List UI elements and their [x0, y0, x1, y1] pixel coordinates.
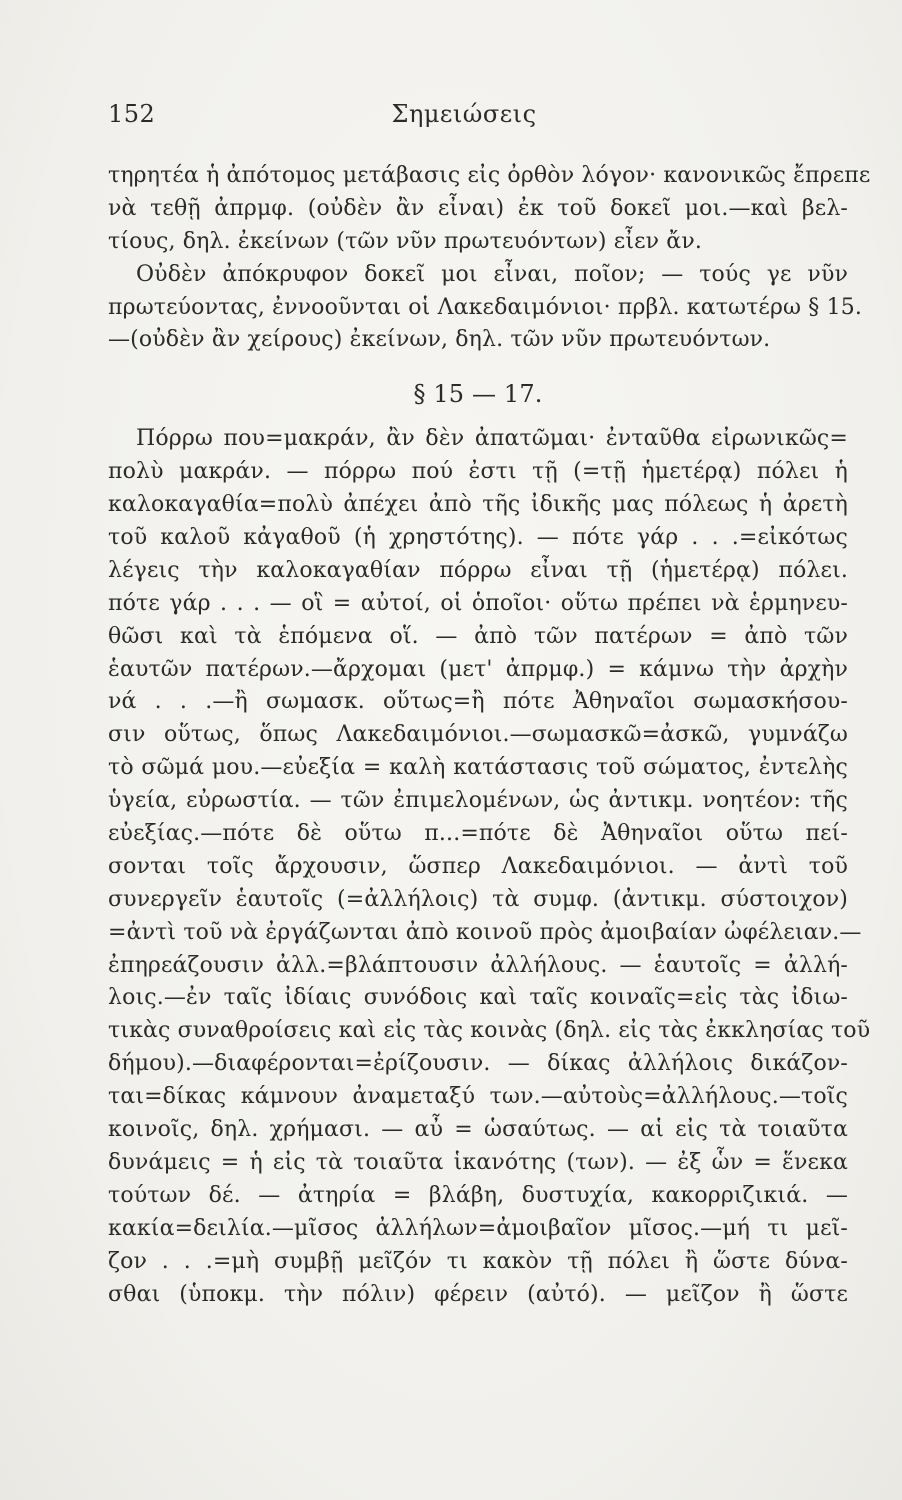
text-line: Πόρρω που=μακράν, ἂν δὲν ἀπατῶμαι· ἐνταῦθα εἰρωνικῶς= — [136, 426, 848, 452]
text-line: ται=δίκας κάμνουν ἀναμεταξύ των.—αὐτοὺς=ἀλλήλους.—τοῖς — [108, 1084, 848, 1110]
text-line: σθαι (ὑποκμ. τὴν πόλιν) φέρειν (αὐτό). — μεῖζον ἢ ὥστε — [108, 1281, 848, 1307]
text-line: σιν οὕτως, ὅπως Λακεδαιμόνιοι.—σωμασκῶ=ἀσκῶ, γυμνάζω — [108, 722, 848, 748]
text-line: καλοκαγαθία=πολὺ ἀπέχει ἀπὸ τῆς ἰδικῆς μας πόλεως ἡ ἀρετὴ — [108, 492, 848, 518]
paragraph-1 — [108, 160, 871, 259]
text-line: συνεργεῖν ἑαυτοῖς (=ἀλλήλοις) τὰ συμφ. (ἀντικμ. σύστοιχον) — [108, 886, 848, 912]
text-line: πολὺ μακράν. — πόρρω πού ἐστι τῇ (=τῇ ἡμετέρᾳ) πόλει ἡ — [108, 459, 848, 485]
text-line: ἐπηρεάζουσιν ἀλλ.=βλάπτουσιν ἀλλήλους. — ἑαυτοῖς = ἀλλή- — [108, 952, 848, 978]
text-line: θῶσι καὶ τὰ ἑπόμενα οἵ. — ἀπὸ τῶν πατέρων = ἀπὸ τῶν — [108, 623, 848, 649]
running-title: Σημειώσεις — [391, 100, 537, 128]
text-line: τούτων δέ. — ἀτηρία = βλάβη, δυστυχία, κακορριζικιά. — — [108, 1182, 848, 1208]
text-line: Οὐδὲν ἀπόκρυφον δοκεῖ μοι εἶναι, ποῖον; — τούς γε νῦν — [136, 261, 848, 287]
text-line: τοῦ καλοῦ κἀγαθοῦ (ἡ χρηστότης). — πότε γάρ . . .=εἰκότως — [108, 525, 848, 551]
text-line: πότε γάρ . . . — οἳ = αὐτοί, οἱ ὁποῖοι· οὕτω πρέπει νὰ ἑρμηνευ- — [108, 590, 848, 616]
paragraph-3 — [108, 423, 871, 1311]
text-line: κοινοῖς, δηλ. χρήμασι. — αὖ = ὡσαύτως. — αἱ εἰς τὰ τοιαῦτα — [108, 1117, 848, 1143]
text-line: τὸ σῶμά μου.—εὐεξία = καλὴ κατάστασις τοῦ σώματος, ἐντελὴς — [108, 755, 848, 781]
text-line: κακία=δειλία.—μῖσος ἀλλήλων=ἀμοιβαῖον μῖσος.—μή τι μεῖ- — [108, 1215, 848, 1241]
text-line: δήμου).—διαφέρονται=ἐρίζουσιν. — δίκας ἀλλήλοις δικάζον- — [108, 1051, 848, 1077]
text-line: λοις.—ἐν ταῖς ἰδίαις συνόδοις καὶ ταῖς κοιναῖς=εἰς τὰς ἰδιω- — [108, 985, 848, 1011]
section-heading: § 15 — 17. — [413, 380, 543, 409]
text-line: ζον . . .=μὴ συμβῇ μεῖζόν τι κακὸν τῇ πόλει ἢ ὥστε δύνα- — [108, 1248, 848, 1274]
text-line: τικὰς συναθροίσεις καὶ εἰς τὰς κοινὰς (δηλ. εἰς τὰς ἐκκλησίας τοῦ — [108, 1018, 871, 1044]
paragraph-2 — [108, 259, 863, 358]
text-line: νὰ τεθῇ ἀπρμφ. (οὐδὲν ἂν εἶναι) ἐκ τοῦ δοκεῖ μοι.—καὶ βελ- — [108, 195, 848, 221]
text-line: σονται τοῖς ἄρχουσιν, ὥσπερ Λακεδαιμόνιοι. — ἀντὶ τοῦ — [108, 853, 848, 879]
text-line: τηρητέα ἡ ἀπότομος μετάβασις εἰς ὀρθὸν λόγον· κανονικῶς ἔπρεπε — [108, 163, 871, 188]
text-line: πρωτεύοντας, ἐννοοῦνται οἱ Λακεδαιμόνιοι· πρβλ. κατωτέρω § 15. — [108, 294, 863, 320]
text-line: τίους, δηλ. ἐκείνων (τῶν νῦν πρωτευόντων) εἶεν ἄν. — [108, 228, 702, 254]
text-line: νά . . .—ἢ σωμασκ. οὕτως=ἢ πότε Ἀθηναῖοι σωμασκήσου- — [108, 689, 848, 715]
notes-body — [108, 160, 871, 1311]
page-header — [108, 100, 820, 140]
text-line: ὑγεία, εὐρωστία. — τῶν ἐπιμελομένων, ὡς ἀντικμ. νοητέον: τῆς — [108, 788, 848, 814]
text-line: —(οὐδὲν ἂν χείρους) ἐκείνων, δηλ. τῶν νῦν πρωτευόντων. — [108, 327, 771, 353]
text-line: δυνάμεις = ἡ εἰς τὰ τοιαῦτα ἱκανότης (των). — ἐξ ὧν = ἕνεκα — [108, 1149, 848, 1175]
page-number: 152 — [108, 100, 156, 128]
text-line: λέγεις τὴν καλοκαγαθίαν πόρρω εἶναι τῇ (ἡμετέρᾳ) πόλει. — [108, 557, 848, 583]
text-line: =ἀντὶ τοῦ νὰ ἐργάζωνται ἀπὸ κοινοῦ πρὸς ἀμοιβαίαν ὠφέλειαν.— — [108, 919, 862, 945]
text-line: ἑαυτῶν πατέρων.—ἄρχομαι (μετ' ἀπρμφ.) = κάμνω τὴν ἀρχὴν — [108, 656, 848, 682]
text-line: εὐεξίας.—πότε δὲ οὕτω π...=πότε δὲ Ἀθηναῖοι οὕτω πεί- — [108, 821, 848, 847]
